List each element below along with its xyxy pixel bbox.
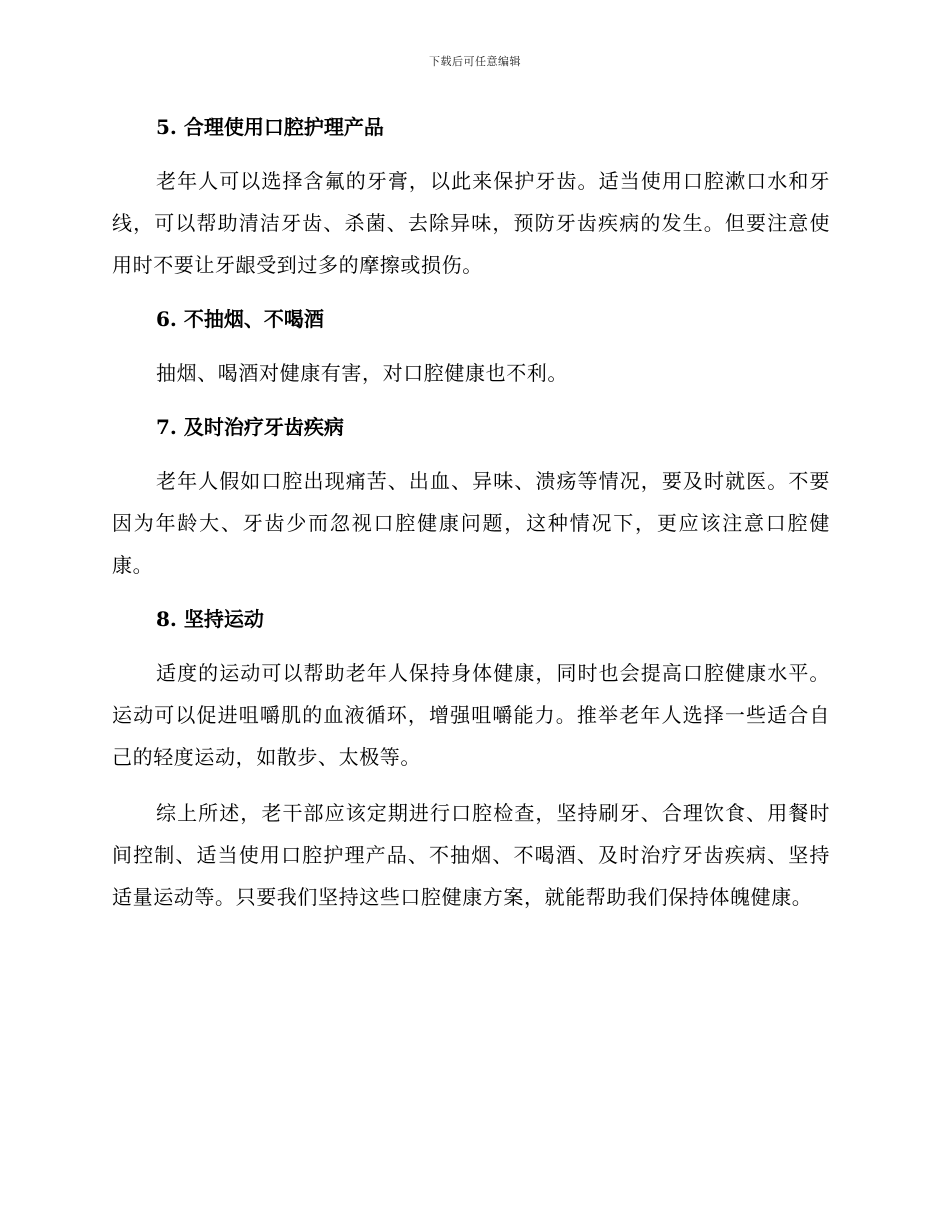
- section-8-heading: 8. 坚持运动: [156, 607, 264, 631]
- conclusion-paragraph: 综上所述，老干部应该定期进行口腔检查，坚持刷牙、合理饮食、用餐时间控制、适当使用口腔护理产品、不抽烟、不喝酒、及时治疗牙齿疾病、坚持适量运动等。只要我们坚持这些口腔健康方案，就能帮助我们保持体魄健康。: [112, 801, 830, 909]
- section-6-body: 抽烟、喝酒对健康有害，对口腔健康也不利。: [156, 361, 568, 385]
- section-5-body: 老年人可以选择含氟的牙膏，以此来保护牙齿。适当使用口腔漱口水和牙线，可以帮助清洁牙齿、杀菌、去除异味，预防牙齿疾病的发生。但要注意使用时不要让牙龈受到过多的摩擦或损伤。: [112, 169, 830, 277]
- section-7-body: 老年人假如口腔出现痛苦、出血、异味、溃疡等情况，要及时就医。不要因为年龄大、牙齿少而忽视口腔健康问题，这种情况下，更应该注意口腔健康。: [112, 469, 830, 577]
- section-7-heading: 7. 及时治疗牙齿疾病: [156, 415, 344, 439]
- section-5-heading: 5. 合理使用口腔护理产品: [156, 115, 384, 139]
- section-8-body: 适度的运动可以帮助老年人保持身体健康，同时也会提高口腔健康水平。运动可以促进咀嚼肌的血液循环，增强咀嚼能力。推举老年人选择一些适合自己的轻度运动，如散步、太极等。: [112, 661, 830, 769]
- section-6-heading: 6. 不抽烟、不喝酒: [156, 307, 324, 331]
- header-note: 下载后可任意编辑: [429, 55, 521, 68]
- document-content: [112, 108, 830, 932]
